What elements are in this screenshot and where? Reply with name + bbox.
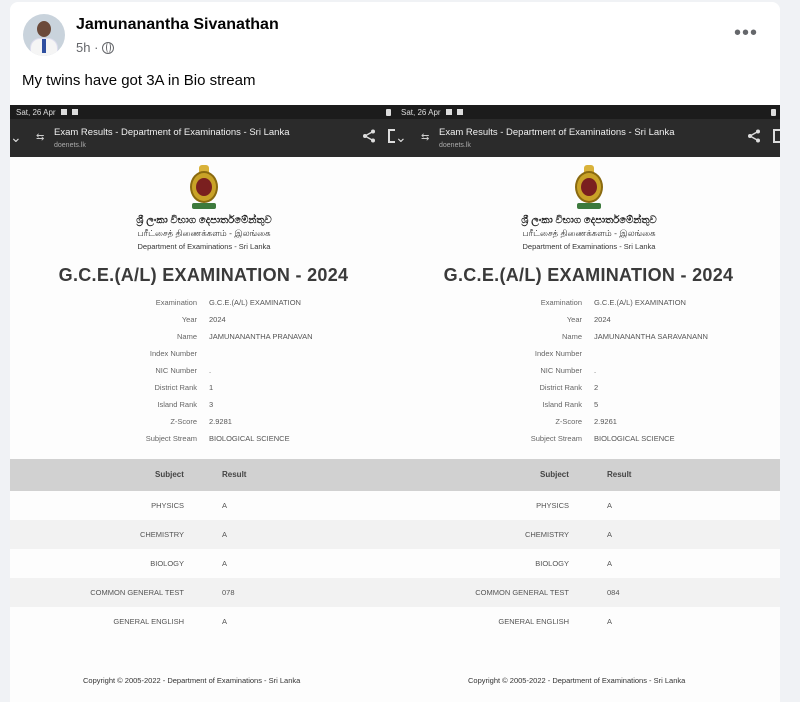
dept-name-tamil: பரீட்சைத் திணைக்களம் - இலங்கை (137, 228, 271, 238)
info-label: Examination (540, 298, 582, 307)
phone-status-bar (395, 105, 780, 119)
chevron-down-icon: ⌄ (395, 129, 407, 145)
result-row (10, 578, 397, 607)
info-label: Island Rank (157, 400, 197, 409)
info-value: BIOLOGICAL SCIENCE (209, 434, 290, 443)
result-grade: 078 (222, 588, 235, 597)
browser-url-bar (395, 119, 780, 157)
result-subject: CHEMISTRY (139, 530, 184, 539)
swap-icon: ⇆ (421, 132, 430, 143)
info-row (395, 349, 780, 366)
result-row (395, 491, 780, 520)
avatar-tie (42, 39, 46, 53)
notification-icon (457, 109, 463, 115)
info-value: 2024 (209, 315, 226, 324)
sri-lanka-emblem-icon (573, 165, 605, 211)
result-row (10, 520, 397, 549)
result-subject: COMMON GENERAL TEST (475, 588, 569, 597)
subject-column-header: Subject (540, 470, 569, 479)
notification-icon (446, 109, 452, 115)
result-subject: PHYSICS (151, 501, 184, 510)
copyright-text: Copyright © 2005-2022 - Department of Examinations - Sri Lanka (83, 676, 301, 685)
result-screenshot-right (395, 105, 780, 702)
status-date: Sat, 26 Apr (16, 107, 56, 117)
result-row (395, 520, 780, 549)
result-grade: A (222, 530, 228, 539)
post-time[interactable]: 5h · (76, 40, 99, 55)
info-value: 2.9281 (209, 417, 232, 426)
subject-column-header: Subject (155, 470, 184, 479)
browser-domain: doenets.lk (439, 142, 471, 149)
info-row (10, 332, 397, 349)
phone-status-bar (10, 105, 397, 119)
browser-domain: doenets.lk (54, 142, 86, 149)
info-value: G.C.E.(A/L) EXAMINATION (209, 298, 301, 307)
exam-title: G.C.E.(A/L) EXAMINATION - 2024 (443, 265, 734, 285)
browser-page-title: Exam Results - Department of Examinations - Sri Lanka (54, 127, 290, 138)
info-row (10, 434, 397, 451)
result-subject: CHEMISTRY (524, 530, 569, 539)
info-row (395, 332, 780, 349)
info-label: Z-Score (170, 417, 197, 426)
result-column-header: Result (222, 470, 247, 479)
results-table-header (10, 459, 397, 491)
info-label: Subject Stream (530, 434, 582, 443)
exam-title: G.C.E.(A/L) EXAMINATION - 2024 (58, 265, 349, 285)
info-value: JAMUNANANTHA PRANAVAN (209, 332, 313, 341)
info-label: Examination (155, 298, 197, 307)
result-subject: BIOLOGY (150, 559, 184, 568)
more-options-button[interactable]: ••• (734, 22, 759, 44)
info-label: Year (181, 315, 197, 324)
status-date: Sat, 26 Apr (401, 107, 441, 117)
info-row (10, 400, 397, 417)
dept-name-sinhala: ශ්‍රී ලංකා විභාග දෙපාර්තමේන්තුව (521, 215, 657, 226)
info-value: G.C.E.(A/L) EXAMINATION (594, 298, 686, 307)
info-row (395, 400, 780, 417)
info-row (395, 298, 780, 315)
notification-icon (61, 109, 67, 115)
result-grade: A (222, 559, 228, 568)
info-value: 5 (594, 400, 599, 409)
info-label: District Rank (539, 383, 582, 392)
info-row (395, 315, 780, 332)
info-value: . (209, 366, 212, 375)
post-meta (76, 40, 114, 55)
result-row (395, 607, 780, 636)
info-value: JAMUNANANTHA SARAVANANN (594, 332, 708, 341)
result-column-header: Result (607, 470, 632, 479)
result-subject: BIOLOGY (535, 559, 569, 568)
author-avatar[interactable] (23, 14, 65, 56)
post-photo[interactable] (10, 105, 780, 702)
info-label: Year (566, 315, 582, 324)
result-subject: GENERAL ENGLISH (498, 617, 569, 626)
info-row (10, 298, 397, 315)
bookmark-icon (773, 129, 780, 143)
result-row (395, 578, 780, 607)
result-subject: COMMON GENERAL TEST (90, 588, 184, 597)
info-label: Island Rank (542, 400, 582, 409)
info-label: Name (561, 332, 582, 341)
info-value: . (594, 366, 597, 375)
result-grade: A (607, 617, 613, 626)
post-text: My twins have got 3A in Bio stream (22, 72, 256, 89)
result-row (10, 549, 397, 578)
info-label: Z-Score (555, 417, 582, 426)
dept-name-sinhala: ශ්‍රී ලංකා විභාග දෙපාර්තමේන්තුව (136, 215, 272, 226)
info-row (10, 366, 397, 383)
copyright-text: Copyright © 2005-2022 - Department of Examinations - Sri Lanka (468, 676, 686, 685)
info-row (395, 434, 780, 451)
info-value: 3 (209, 400, 214, 409)
result-subject: GENERAL ENGLISH (113, 617, 184, 626)
info-value: 2024 (594, 315, 611, 324)
result-grade: A (607, 530, 613, 539)
info-value: 2 (594, 383, 599, 392)
result-screenshot-left (10, 105, 397, 702)
info-value: 2.9261 (594, 417, 617, 426)
info-value: BIOLOGICAL SCIENCE (594, 434, 675, 443)
dept-name-english: Department of Examinations - Sri Lanka (137, 242, 271, 251)
info-row (395, 383, 780, 400)
result-grade: A (222, 501, 228, 510)
info-label: Name (176, 332, 197, 341)
result-grade: A (607, 559, 613, 568)
info-row (10, 417, 397, 434)
swap-icon: ⇆ (36, 132, 45, 143)
notification-icon (72, 109, 78, 115)
info-label: Subject Stream (145, 434, 197, 443)
sri-lanka-emblem-icon (188, 165, 220, 211)
result-row (10, 491, 397, 520)
author-name[interactable]: Jamunanantha Sivanathan (76, 16, 279, 33)
info-label: Index Number (534, 349, 582, 358)
result-grade: A (222, 617, 228, 626)
browser-url-bar (10, 119, 397, 157)
info-value: 1 (209, 383, 214, 392)
battery-icon (771, 109, 776, 116)
dept-name-tamil: பரீட்சைத் திணைக்களம் - இலங்கை (522, 228, 656, 238)
info-label: NIC Number (540, 366, 582, 375)
result-grade: A (607, 501, 613, 510)
share-icon (747, 129, 761, 143)
share-icon (362, 129, 376, 143)
info-label: NIC Number (155, 366, 197, 375)
info-row (10, 349, 397, 366)
battery-icon (386, 109, 391, 116)
dept-name-english: Department of Examinations - Sri Lanka (522, 242, 656, 251)
chevron-down-icon: ⌄ (10, 129, 22, 145)
info-row (395, 366, 780, 383)
info-row (395, 417, 780, 434)
facebook-post (10, 2, 780, 702)
results-table-header (395, 459, 780, 491)
globe-icon (102, 42, 114, 54)
info-label: Index Number (149, 349, 197, 358)
result-grade: 084 (607, 588, 620, 597)
result-row (10, 607, 397, 636)
result-row (395, 549, 780, 578)
result-subject: PHYSICS (536, 501, 569, 510)
browser-page-title: Exam Results - Department of Examinations - Sri Lanka (439, 127, 675, 138)
info-row (10, 383, 397, 400)
avatar-head (37, 21, 51, 37)
info-label: District Rank (154, 383, 197, 392)
info-row (10, 315, 397, 332)
